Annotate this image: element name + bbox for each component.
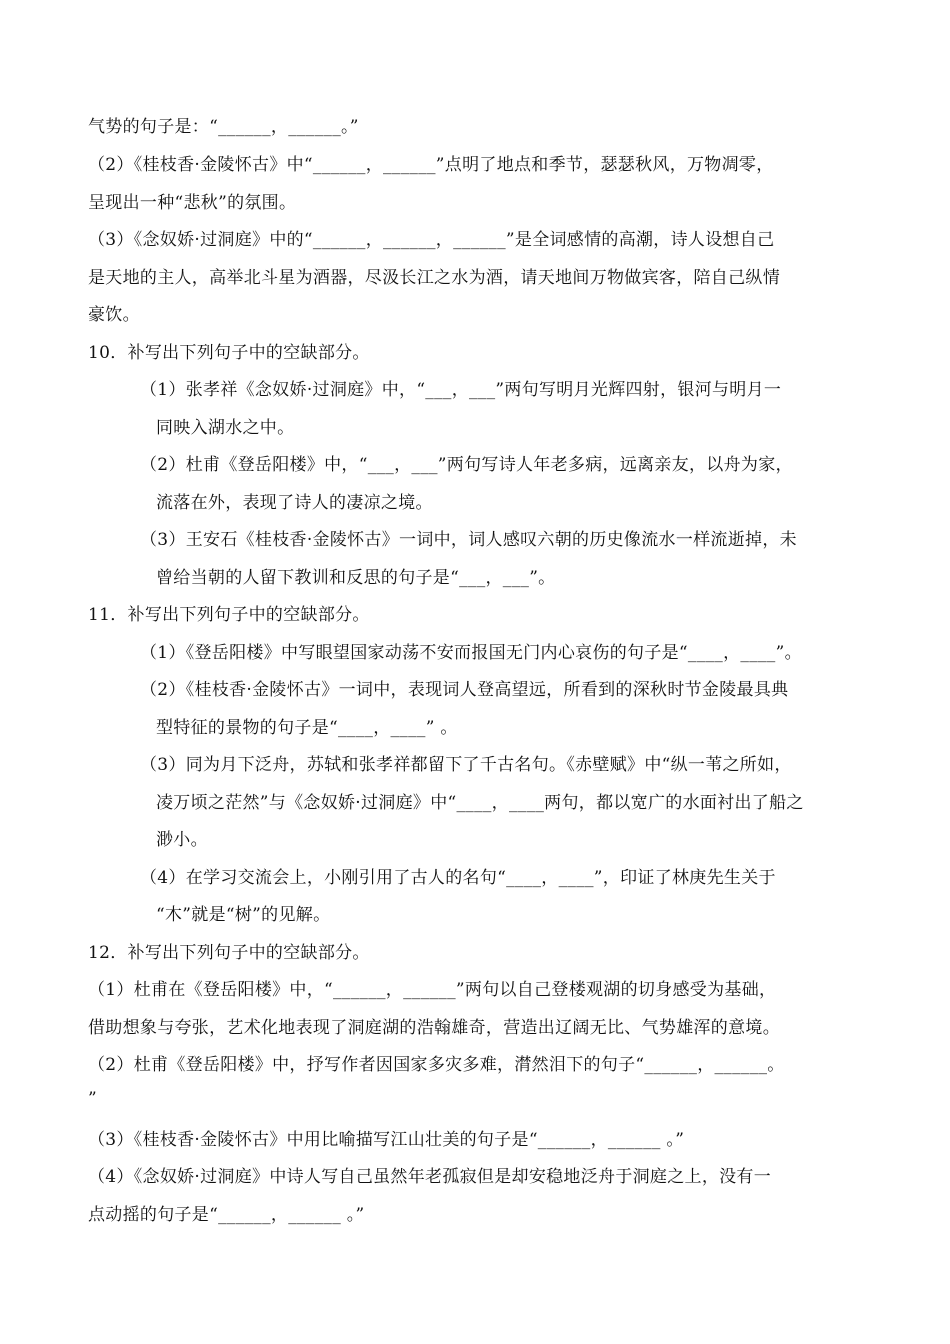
- text-line: （3）王安石《桂枝香·金陵怀古》一词中，词人感叹六朝的历史像流水一样流逝掉，未: [140, 530, 797, 550]
- text-line: 豪饮。: [88, 305, 140, 325]
- text-line: （2）杜甫《登岳阳楼》中，“___，___”两句写诗人年老多病，远离亲友，以舟为家，: [140, 455, 793, 475]
- text-line: （4）在学习交流会上，小刚引用了古人的名句“____，____”，印证了林庚先生关于: [140, 868, 776, 888]
- text-line: （3）《桂枝香·金陵怀古》中用比喻描写江山壮美的句子是“______，______ 。”: [88, 1130, 685, 1150]
- text-line: 流落在外，表现了诗人的凄凉之境。: [156, 493, 433, 513]
- text-line: （1）《登岳阳楼》中写眼望国家动荡不安而报国无门内心哀伤的句子是“____，____”。: [140, 643, 802, 663]
- text-line: 借助想象与夸张，艺术化地表现了洞庭湖的浩翰雄奇，营造出辽阔无比、气势雄浑的意境。: [88, 1018, 780, 1038]
- text-line: 型特征的景物的句子是“____，____” 。: [156, 718, 458, 738]
- text-line: 曾给当朝的人留下教训和反思的句子是“___，___”。: [156, 568, 556, 588]
- text-line: 渺小。: [156, 830, 208, 850]
- text-line: （1）张孝祥《念奴娇·过洞庭》中，“___，___”两句写明月光辉四射，银河与明月一: [140, 380, 782, 400]
- text-line: ”: [88, 1089, 97, 1109]
- text-line: （1）杜甫在《登岳阳楼》中，“______，______”两句以自己登楼观湖的切身感受为基础，: [88, 980, 777, 1000]
- question-heading: 12．补写出下列句子中的空缺部分。: [88, 943, 370, 963]
- text-line: 是天地的主人，高举北斗星为酒器，尽汲长江之水为酒，请天地间万物做宾客，陪自己纵情: [88, 268, 780, 288]
- text-line: 呈现出一种“悲秋”的氛围。: [88, 193, 297, 213]
- text-line: （3）同为月下泛舟，苏轼和张孝祥都留下了千古名句。《赤壁赋》中“纵一苇之所如，: [140, 755, 792, 775]
- text-line: 气势的句子是：“______，______。”: [88, 117, 359, 137]
- text-line: “木”就是“树”的见解。: [156, 905, 331, 925]
- question-heading: 10．补写出下列句子中的空缺部分。: [88, 343, 370, 363]
- text-line: 凌万顷之茫然”与《念奴娇·过洞庭》中“____，____两句，都以宽广的水面衬出了船之: [156, 793, 804, 813]
- text-line: （2）《桂枝香·金陵怀古》一词中，表现词人登高望远，所看到的深秋时节金陵最具典: [140, 680, 789, 700]
- text-line: （2）《桂枝香·金陵怀古》中“______，______”点明了地点和季节，瑟瑟秋风，万物凋零，: [88, 155, 774, 175]
- text-line: 同映入湖水之中。: [156, 418, 295, 438]
- text-line: 点动摇的句子是“______，______ 。”: [88, 1205, 365, 1225]
- question-heading: 11．补写出下列句子中的空缺部分。: [88, 605, 370, 625]
- text-line: （2）杜甫《登岳阳楼》中，抒写作者因国家多灾多难，潸然泪下的句子“______，______。: [88, 1055, 785, 1075]
- text-line: （4）《念奴娇·过洞庭》中诗人写自己虽然年老孤寂但是却安稳地泛舟于洞庭之上，没有一: [88, 1167, 772, 1187]
- text-line: （3）《念奴娇·过洞庭》中的“______，______，______”是全词感情的高潮，诗人设想自己: [88, 230, 775, 250]
